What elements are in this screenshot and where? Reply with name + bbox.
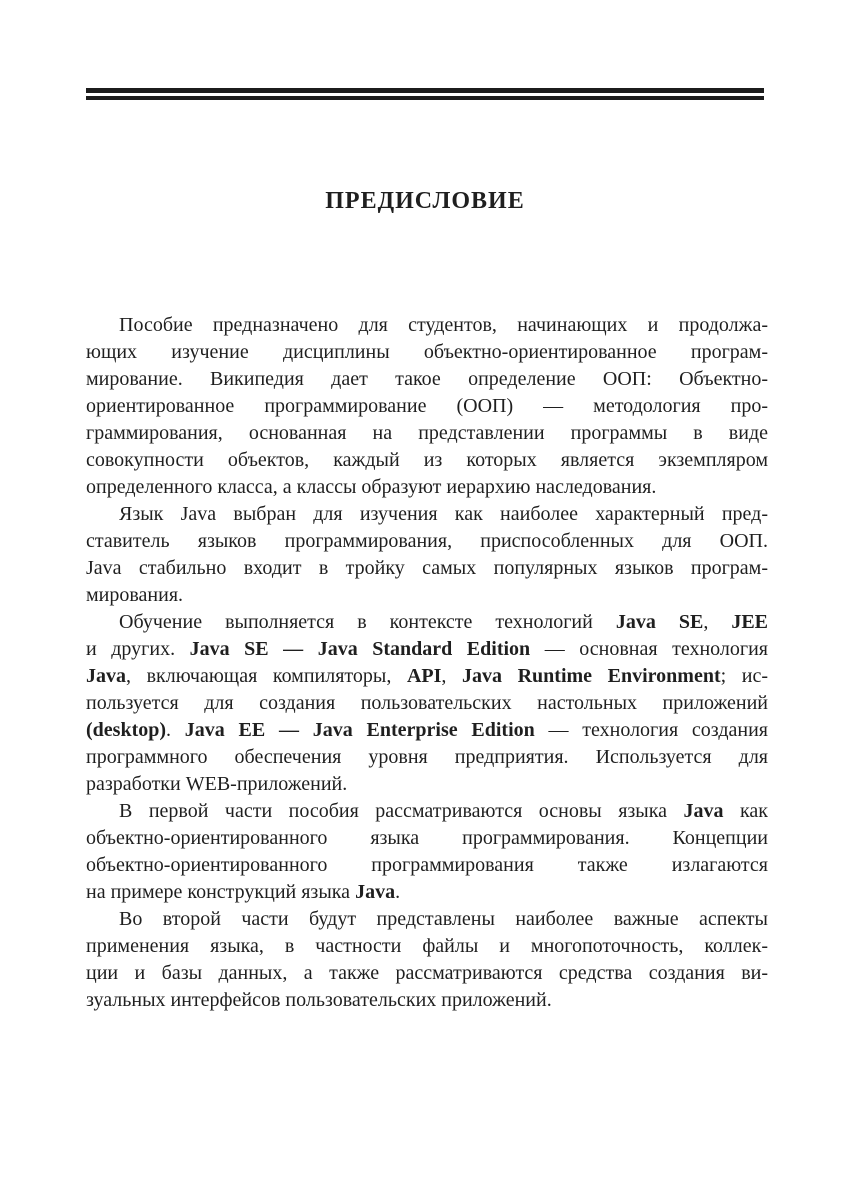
bold-term: Java SE — Java Standard Edition <box>189 638 531 660</box>
text-line <box>86 825 768 852</box>
bold-term: Java <box>683 800 724 822</box>
text-line <box>86 663 768 690</box>
text-line <box>86 528 768 555</box>
text-line <box>86 906 768 933</box>
paragraph <box>86 501 768 609</box>
text-segment: Язык Java выбран для изучения как наиболее характерный пред- <box>119 503 768 525</box>
text-segment: объектно-ориентированного программирования также излагаются <box>86 854 768 876</box>
text-segment: пользуется для создания пользовательских настольных приложений <box>86 692 768 714</box>
text-segment: — основная технология <box>530 638 768 660</box>
bold-term: Java <box>355 881 396 903</box>
text-segment: мирования. <box>86 584 184 606</box>
text-segment: ции и базы данных, а также рассматриваются средства создания ви- <box>86 962 768 984</box>
text-line <box>86 339 768 366</box>
text-segment: В первой части пособия рассматриваются основы языка <box>119 800 684 822</box>
text-line <box>86 933 768 960</box>
text-segment: разработки WEB-приложений. <box>86 773 348 795</box>
bold-term: JEE <box>731 611 769 633</box>
text-line <box>86 393 768 420</box>
text-segment: объектно-ориентированного языка программирования. Концепции <box>86 827 768 849</box>
bold-term: Java <box>86 665 126 687</box>
text-segment: как <box>723 800 768 822</box>
text-line <box>86 312 768 339</box>
paragraph <box>86 609 768 798</box>
bold-term: Java EE — Java Enterprise Edition <box>184 719 535 741</box>
text-segment: . <box>395 881 401 903</box>
text-segment: ющих изучение дисциплины объектно-ориентированное програм- <box>86 341 768 363</box>
bold-term: API <box>406 665 442 687</box>
text-segment: Обучение выполняется в контексте технологий <box>119 611 616 633</box>
text-line <box>86 771 768 798</box>
text-line <box>86 690 768 717</box>
text-segment: совокупности объектов, каждый из которых является экземпляром <box>86 449 768 471</box>
text-segment: ставитель языков программирования, приспособленных для ООП. <box>86 530 768 552</box>
text-segment: Пособие предназначено для студентов, начинающих и продолжа- <box>119 314 768 336</box>
text-line <box>86 582 768 609</box>
text-segment: , включающая компиляторы, <box>126 665 407 687</box>
text-segment: и других. <box>86 638 190 660</box>
text-line <box>86 474 768 501</box>
text-line <box>86 879 768 906</box>
text-segment: применения языка, в частности файлы и многопоточность, коллек- <box>86 935 768 957</box>
bold-term: Java SE <box>615 611 704 633</box>
text-line <box>86 798 768 825</box>
text-segment: мирование. Википедия дает такое определение ООП: Объектно- <box>86 368 768 390</box>
header-double-rule <box>86 88 764 100</box>
body-text <box>86 312 768 1014</box>
text-segment: граммирования, основанная на представлении программы в виде <box>86 422 768 444</box>
bold-term: Java Runtime Environment <box>462 665 721 687</box>
text-segment: Во второй части будут представлены наиболее важные аспекты <box>119 908 768 930</box>
text-segment: ; ис- <box>720 665 769 687</box>
text-line <box>86 447 768 474</box>
text-segment: — технология создания <box>534 719 768 741</box>
text-segment: ориентированное программирование (ООП) — методология про- <box>86 395 768 417</box>
text-line <box>86 555 768 582</box>
text-line <box>86 420 768 447</box>
text-line <box>86 960 768 987</box>
text-line <box>86 366 768 393</box>
text-segment: зуальных интерфейсов пользовательских приложений. <box>86 989 552 1011</box>
rule-bar-bottom <box>86 96 764 100</box>
text-line <box>86 609 768 636</box>
text-line <box>86 636 768 663</box>
text-line <box>86 852 768 879</box>
paragraph <box>86 312 768 501</box>
text-line <box>86 987 768 1014</box>
text-segment: . <box>166 719 185 741</box>
page-title: ПРЕДИСЛОВИЕ <box>325 188 525 214</box>
text-line <box>86 501 768 528</box>
text-segment: программного обеспечения уровня предприятия. Используется для <box>86 746 768 768</box>
text-line <box>86 744 768 771</box>
text-segment: на примере конструкций языка <box>86 881 356 903</box>
text-segment: Java стабильно входит в тройку самых популярных языков програм- <box>86 557 768 579</box>
text-segment: определенного класса, а классы образуют иерархию наследования. <box>86 476 657 498</box>
text-segment: , <box>441 665 463 687</box>
paragraph <box>86 906 768 1014</box>
text-segment: , <box>703 611 732 633</box>
paragraph <box>86 798 768 906</box>
bold-term: (desktop) <box>86 719 167 741</box>
text-line <box>86 717 768 744</box>
